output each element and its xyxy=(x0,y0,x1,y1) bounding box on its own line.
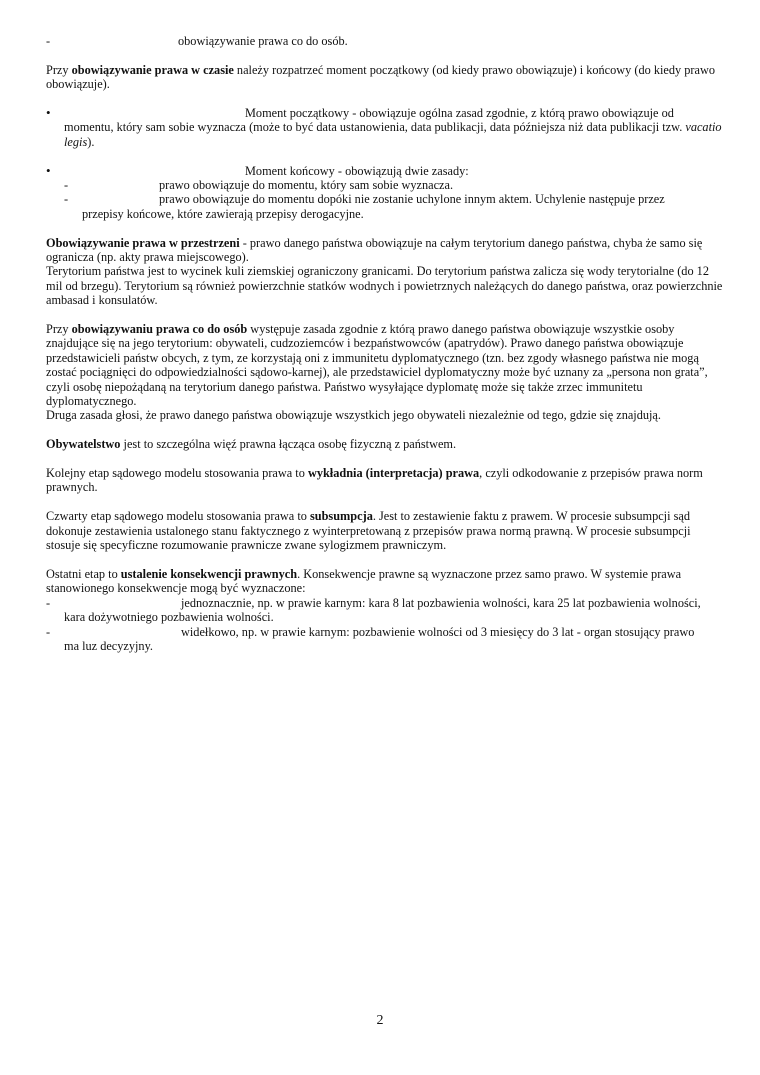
list-item: - jednoznacznie, np. w prawie karnym: kara 8 lat pozbawienia wolności, kara 25 lat pozbawienia wolności, kara dożywotniego pozbawienia wolności. xyxy=(46,595,701,625)
paragraph-time: Przy obowiązywanie prawa w czasie należy rozpatrzeć moment początkowy (od kiedy prawo obowiązuje) i końcowy (do kiedy prawo obowiązuje). xyxy=(46,62,715,92)
term-italic: vacatio legis xyxy=(64,120,722,149)
paragraph-subsumption: Czwarty etap sądowego modelu stosowania prawa to subsumpcja. Jest to zestawienie faktu z prawem. W procesie subsumpcji sąd dokonuje zestawienia ustalonego stanu faktycznego z wyinterpretowaną z przepisów prawa normą prawną. W procesie subsumpcji stosuje się specyficzne rozumowanie prawnicze zwane sylogizmem prawniczym. xyxy=(46,509,691,553)
list-item-text: obowiązywanie prawa co do osób. xyxy=(178,34,348,48)
list-item xyxy=(46,34,726,48)
term-bold: obowiązywaniu prawa co do osób xyxy=(71,322,248,337)
term-bold: wykładnia (interpretacja) prawa xyxy=(307,466,480,481)
sub-list-item: - prawo obowiązuje do momentu dopóki nie zostanie uchylone innym aktem. Uchylenie następuje przez przepisy końcowe, które zawierają przepisy derogacyjne. xyxy=(64,192,665,221)
dash-marker: - xyxy=(46,595,51,610)
dash-marker: - xyxy=(46,624,51,639)
dash-marker: - xyxy=(46,34,51,48)
term-bold: obowiązywanie prawa w czasie xyxy=(71,62,234,77)
bullet-item: • Moment końcowy - obowiązują dwie zasady: - prawo obowiązuje do momentu, który sam sobie wyznacza. - prawo obowiązuje do momentu dopóki nie zostanie uchylone innym aktem. Uchylenie następuje przez przepisy końcowe, które zawierają przepisy derogacyjne. xyxy=(46,164,726,222)
term-bold: Obowiązywanie prawa w przestrzeni xyxy=(46,235,240,250)
paragraph-consequences: Ostatni etap to ustalenie konsekwencji prawnych. Konsekwencje prawne są wyznaczone przez samo prawo. W systemie prawa stanowionego konsekwencje mogą być wyznaczone: - jednoznacznie, np. w prawie karnym: kara 8 lat pozbawienia wolności, kara 25 lat pozbawienia wolności, kara dożywotniego pozbawienia wolności. - widełkowo, np. w prawie karnym: pozbawienie wolności od 3 miesięcy do 3 lat - organ stosujący prawo ma luz decyzyjny. xyxy=(46,567,726,653)
bullet-icon: • xyxy=(46,105,51,120)
document-page xyxy=(46,34,726,668)
term-bold: ustalenie konsekwencji prawnych xyxy=(120,566,298,581)
paragraph-space: Obowiązywanie prawa w przestrzeni - prawo danego państwa obowiązuje na całym terytorium danego państwa, chyba że samo się ogranicza (np. akty prawa miejscowego). Terytorium państwa jest to wycinek kuli ziemskiej ograniczony granicami. Do terytorium państwa zalicza się wody terytorialne (do 12 mil od brzegu). Terytorium są również powierzchnie statków wodnych i powietrznych należących do danego państwa, oraz powierzchnie ambasad i konsulatów. xyxy=(46,235,723,308)
term-bold: Obywatelstwo xyxy=(46,437,121,452)
paragraph-persons: Przy obowiązywaniu prawa co do osób występuje zasada zgodnie z którą prawo danego państwa obowiązuje wszystkie osoby znajdujące się na jego terytorium: obywateli, cudzoziemców i bezpaństwowców (apatrydów). Prawo danego państwa obowiązuje przedstawicieli państw obcych, z tym, ze korzystają oni z immunitetu dyplomatycznego (tzn. bez zgody własnego państwa nie mogą zostać pociągnięci do odpowiedzialności sądowo-karnej), ale przedstawiciel dyplomatyczny może być uznany za „persona non grata”, czyli osobę niepożądaną na terytorium danego państwa. Państwo wysyłające dyplomatę może się także zrzec immunitetu dyplomatycznego. Druga zasada głosi, że prawo danego państwa obowiązuje wszystkich jego obywateli niezależnie od tego, gdzie się znajdują. xyxy=(46,322,708,423)
bullet-icon: • xyxy=(46,162,51,178)
paragraph-interpretation: Kolejny etap sądowego modelu stosowania prawa to wykładnia (interpretacja) prawa, czyli odkodowanie z przepisów prawa norm prawnych. xyxy=(46,466,703,495)
dash-marker: - xyxy=(64,192,69,207)
sub-list-item: - prawo obowiązuje do momentu, który sam sobie wyznacza. xyxy=(64,178,454,193)
bullet-item: • Moment początkowy - obowiązuje ogólna zasad zgodnie, z którą prawo obowiązuje od momentu, który sam sobie wyznacza (może to być data ustanowienia, data publikacji, data późniejsza niż data publikacji tzw. vacatio legis). xyxy=(46,105,722,149)
page-number: 2 xyxy=(376,1013,384,1028)
term-bold: subsumpcja xyxy=(309,509,373,524)
list-item: - widełkowo, np. w prawie karnym: pozbawienie wolności od 3 miesięcy do 3 lat - organ stosujący prawo ma luz decyzyjny. xyxy=(46,624,695,653)
paragraph-citizenship: Obywatelstwo jest to szczególna więź prawna łącząca osobę fizyczną z państwem. xyxy=(46,437,457,452)
dash-marker: - xyxy=(64,178,69,193)
